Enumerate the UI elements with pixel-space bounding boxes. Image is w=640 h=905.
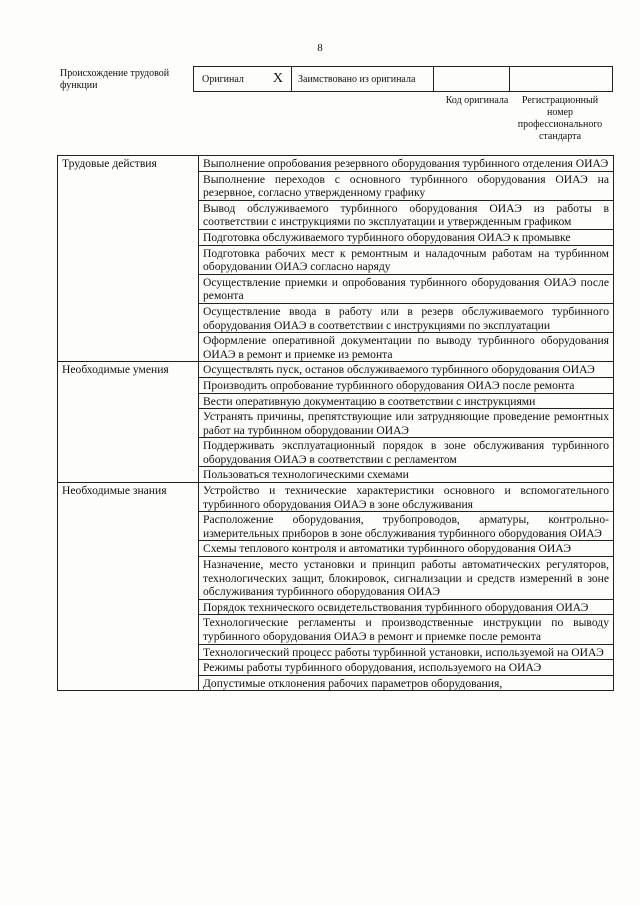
table-cell-text: Осуществлять пуск, останов обслуживаемого турбинного оборудования ОИАЭ: [199, 362, 614, 378]
table-cell-text: Пользоваться технологическими схемами: [199, 467, 614, 483]
registration-number-caption: Регистрационный номер профессионального стандарта: [517, 95, 603, 142]
table-cell-text: Производить опробование турбинного оборудования ОИАЭ после ремонта: [199, 377, 614, 393]
table-row: [58, 362, 614, 378]
section-label: Трудовые действия: [58, 156, 199, 362]
page-number: 8: [317, 42, 323, 54]
table-cell-text: Вести оперативную документацию в соответствии с инструкциями: [199, 393, 614, 409]
table-cell-text: Устранять причины, препятствующие или затрудняющие проведение ремонтных работ на турбинном оборудовании ОИАЭ: [199, 409, 614, 438]
origin-reg-number-cell: [510, 67, 612, 91]
origin-borrowed-cell: [292, 67, 434, 91]
origin-selected-mark: X: [272, 71, 283, 86]
table-cell-text: Оформление оперативной документации по выводу турбинного оборудования ОИАЭ в ремонт и приемке из ремонта: [199, 333, 614, 362]
table-row: [58, 156, 614, 172]
origin-original-cell: [194, 67, 292, 91]
origin-label: Происхождение трудовой функции: [60, 68, 170, 91]
table-cell-text: Подготовка рабочих мест к ремонтным и наладочным работам на турбинном оборудовании ОИАЭ согласно наряду: [199, 245, 614, 274]
section-label: Необходимые знания: [58, 483, 199, 691]
table-cell-text: Технологические регламенты и производственные инструкции по выводу турбинного оборудования ОИАЭ в ремонт и приемке после ремонта: [199, 615, 614, 644]
table-cell-text: Вывод обслуживаемого турбинного оборудования ОИАЭ из работы в соответствии с инструкциями по эксплуатации и утвержденным графиком: [199, 200, 614, 229]
origin-code-cell: [434, 67, 510, 91]
code-original-caption: Код оригинала: [445, 95, 509, 106]
table-cell-text: Поддерживать эксплуатационный порядок в зоне обслуживания турбинного оборудования ОИАЭ в соответствии с регламентом: [199, 438, 614, 467]
table-cell-text: Допустимые отклонения рабочих параметров оборудования,: [199, 675, 614, 691]
table-cell-text: Подготовка обслуживаемого турбинного оборудования ОИАЭ к промывке: [199, 229, 614, 245]
table-cell-text: Устройство и технические характеристики основного и вспомогательного турбинного оборудования ОИАЭ в зоне обслуживания: [199, 483, 614, 512]
table-cell-text: Осуществление приемки и опробования турбинного оборудования ОИАЭ после ремонта: [199, 274, 614, 303]
origin-original-label: Оригинал: [202, 73, 244, 85]
section-label: Необходимые умения: [58, 362, 199, 483]
table-cell-text: Осуществление ввода в работу или в резерв обслуживаемого турбинного оборудования ОИАЭ в соответствии с инструкциями по эксплуатации: [199, 303, 614, 332]
labor-function-table: [57, 155, 614, 691]
table-cell-text: Порядок технического освидетельствования турбинного оборудования ОИАЭ: [199, 599, 614, 615]
table-cell-text: Назначение, место установки и принцип работы автоматических регуляторов, технологических защит, блокировок, сигнализации и средств измерений в зоне обслуживания турбинного оборудования ОИАЭ: [199, 557, 614, 600]
table-cell-text: Выполнение опробования резервного оборудования турбинного отделения ОИАЭ: [199, 156, 614, 172]
table-cell-text: Режимы работы турбинного оборудования, используемого на ОИАЭ: [199, 660, 614, 676]
origin-borrowed-label: Заимствовано из оригинала: [298, 73, 416, 85]
table-cell-text: Схемы теплового контроля и автоматики турбинного оборудования ОИАЭ: [199, 541, 614, 557]
table-cell-text: Технологический процесс работы турбинной установки, используемой на ОИАЭ: [199, 644, 614, 660]
origin-box: [193, 66, 613, 92]
table-cell-text: Выполнение переходов с основного турбинного оборудования ОИАЭ на резервное, согласно утвержденному графику: [199, 171, 614, 200]
table-cell-text: Расположение оборудования, трубопроводов, арматуры, контрольно-измерительных приборов в зоне обслуживания турбинного оборудования ОИАЭ: [199, 512, 614, 541]
table-row: [58, 483, 614, 512]
